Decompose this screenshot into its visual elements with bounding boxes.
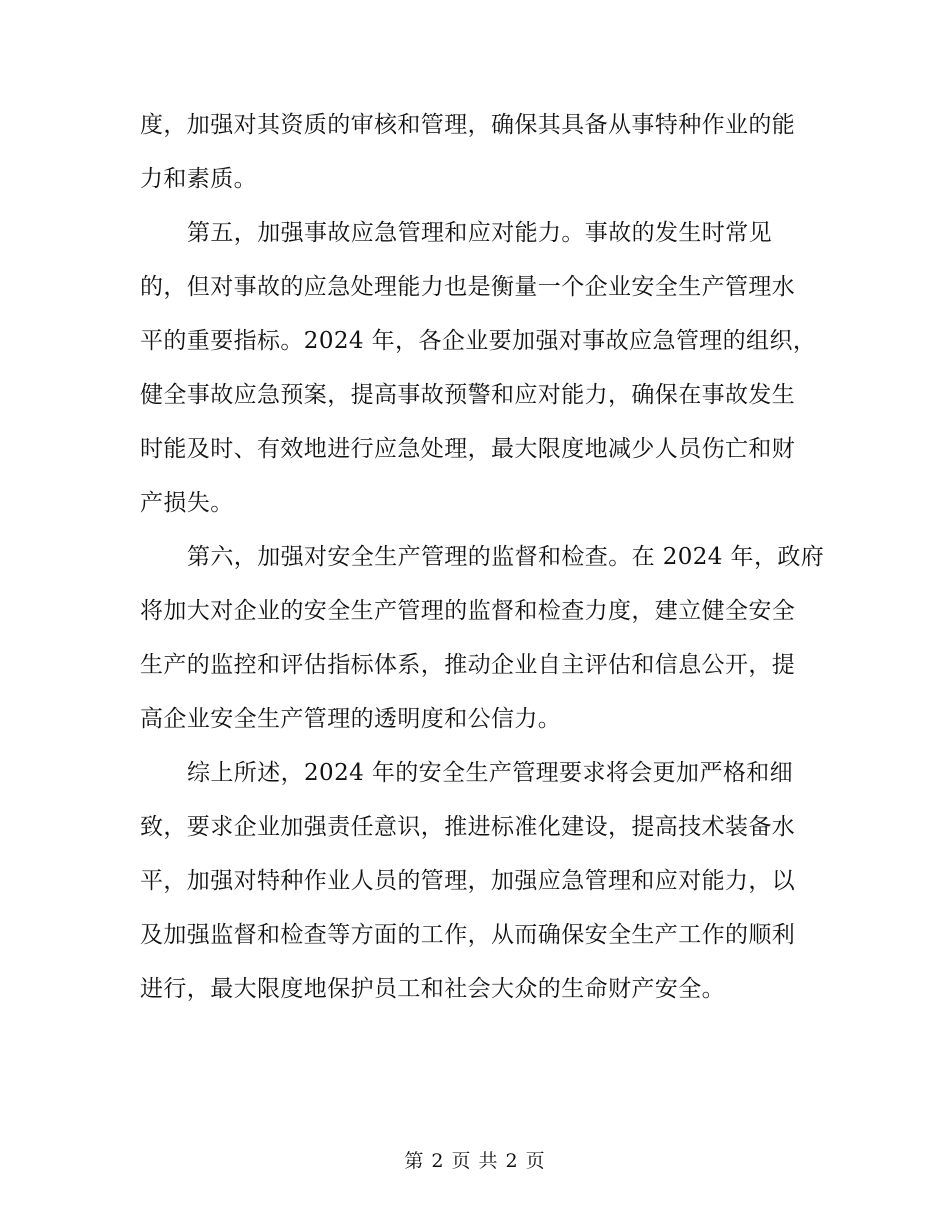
document-body — [140, 98, 825, 1016]
text-line: 平，加强对特种作业人员的管理，加强应急管理和应对能力，以 — [140, 868, 796, 894]
text-line: 高企业安全生产管理的透明度和公信力。 — [140, 706, 562, 732]
text-line: 的，但对事故的应急处理能力也是衡量一个企业安全生产管理水 — [140, 274, 796, 300]
text-line: 生产的监控和评估指标体系，推动企业自主评估和信息公开，提 — [140, 652, 796, 678]
text-line: 健全事故应急预案，提高事故预警和应对能力，确保在事故发生 — [140, 382, 796, 408]
text-line: 进行，最大限度地保护员工和社会大众的生命财产安全。 — [140, 976, 725, 1002]
text-line: 平的重要指标。2024 年，各企业要加强对事故应急管理的组织， — [140, 328, 817, 354]
text-line: 将加大对企业的安全生产管理的监督和检查力度，建立健全安全 — [140, 598, 796, 624]
text-line: 及加强监督和检查等方面的工作，从而确保安全生产工作的顺利 — [140, 922, 796, 948]
page-number-footer: 第 2 页 共 2 页 — [404, 1150, 546, 1172]
text-line: 度，加强对其资质的审核和管理，确保其具备从事特种作业的能 — [140, 112, 796, 138]
paragraph-first-line: 综上所述，2024 年的安全生产管理要求将会更加严格和细 — [187, 760, 794, 786]
paragraph-first-line: 第六，加强对安全生产管理的监督和检查。在 2024 年，政府 — [187, 544, 825, 570]
text-line: 致，要求企业加强责任意识，推进标准化建设，提高技术装备水 — [140, 814, 796, 840]
text-line: 时能及时、有效地进行应急处理，最大限度地减少人员伤亡和财 — [140, 436, 796, 462]
paragraph-first-line: 第五，加强事故应急管理和应对能力。事故的发生时常见 — [187, 220, 772, 246]
text-line: 力和素质。 — [140, 166, 257, 192]
text-line: 产损失。 — [140, 490, 234, 516]
